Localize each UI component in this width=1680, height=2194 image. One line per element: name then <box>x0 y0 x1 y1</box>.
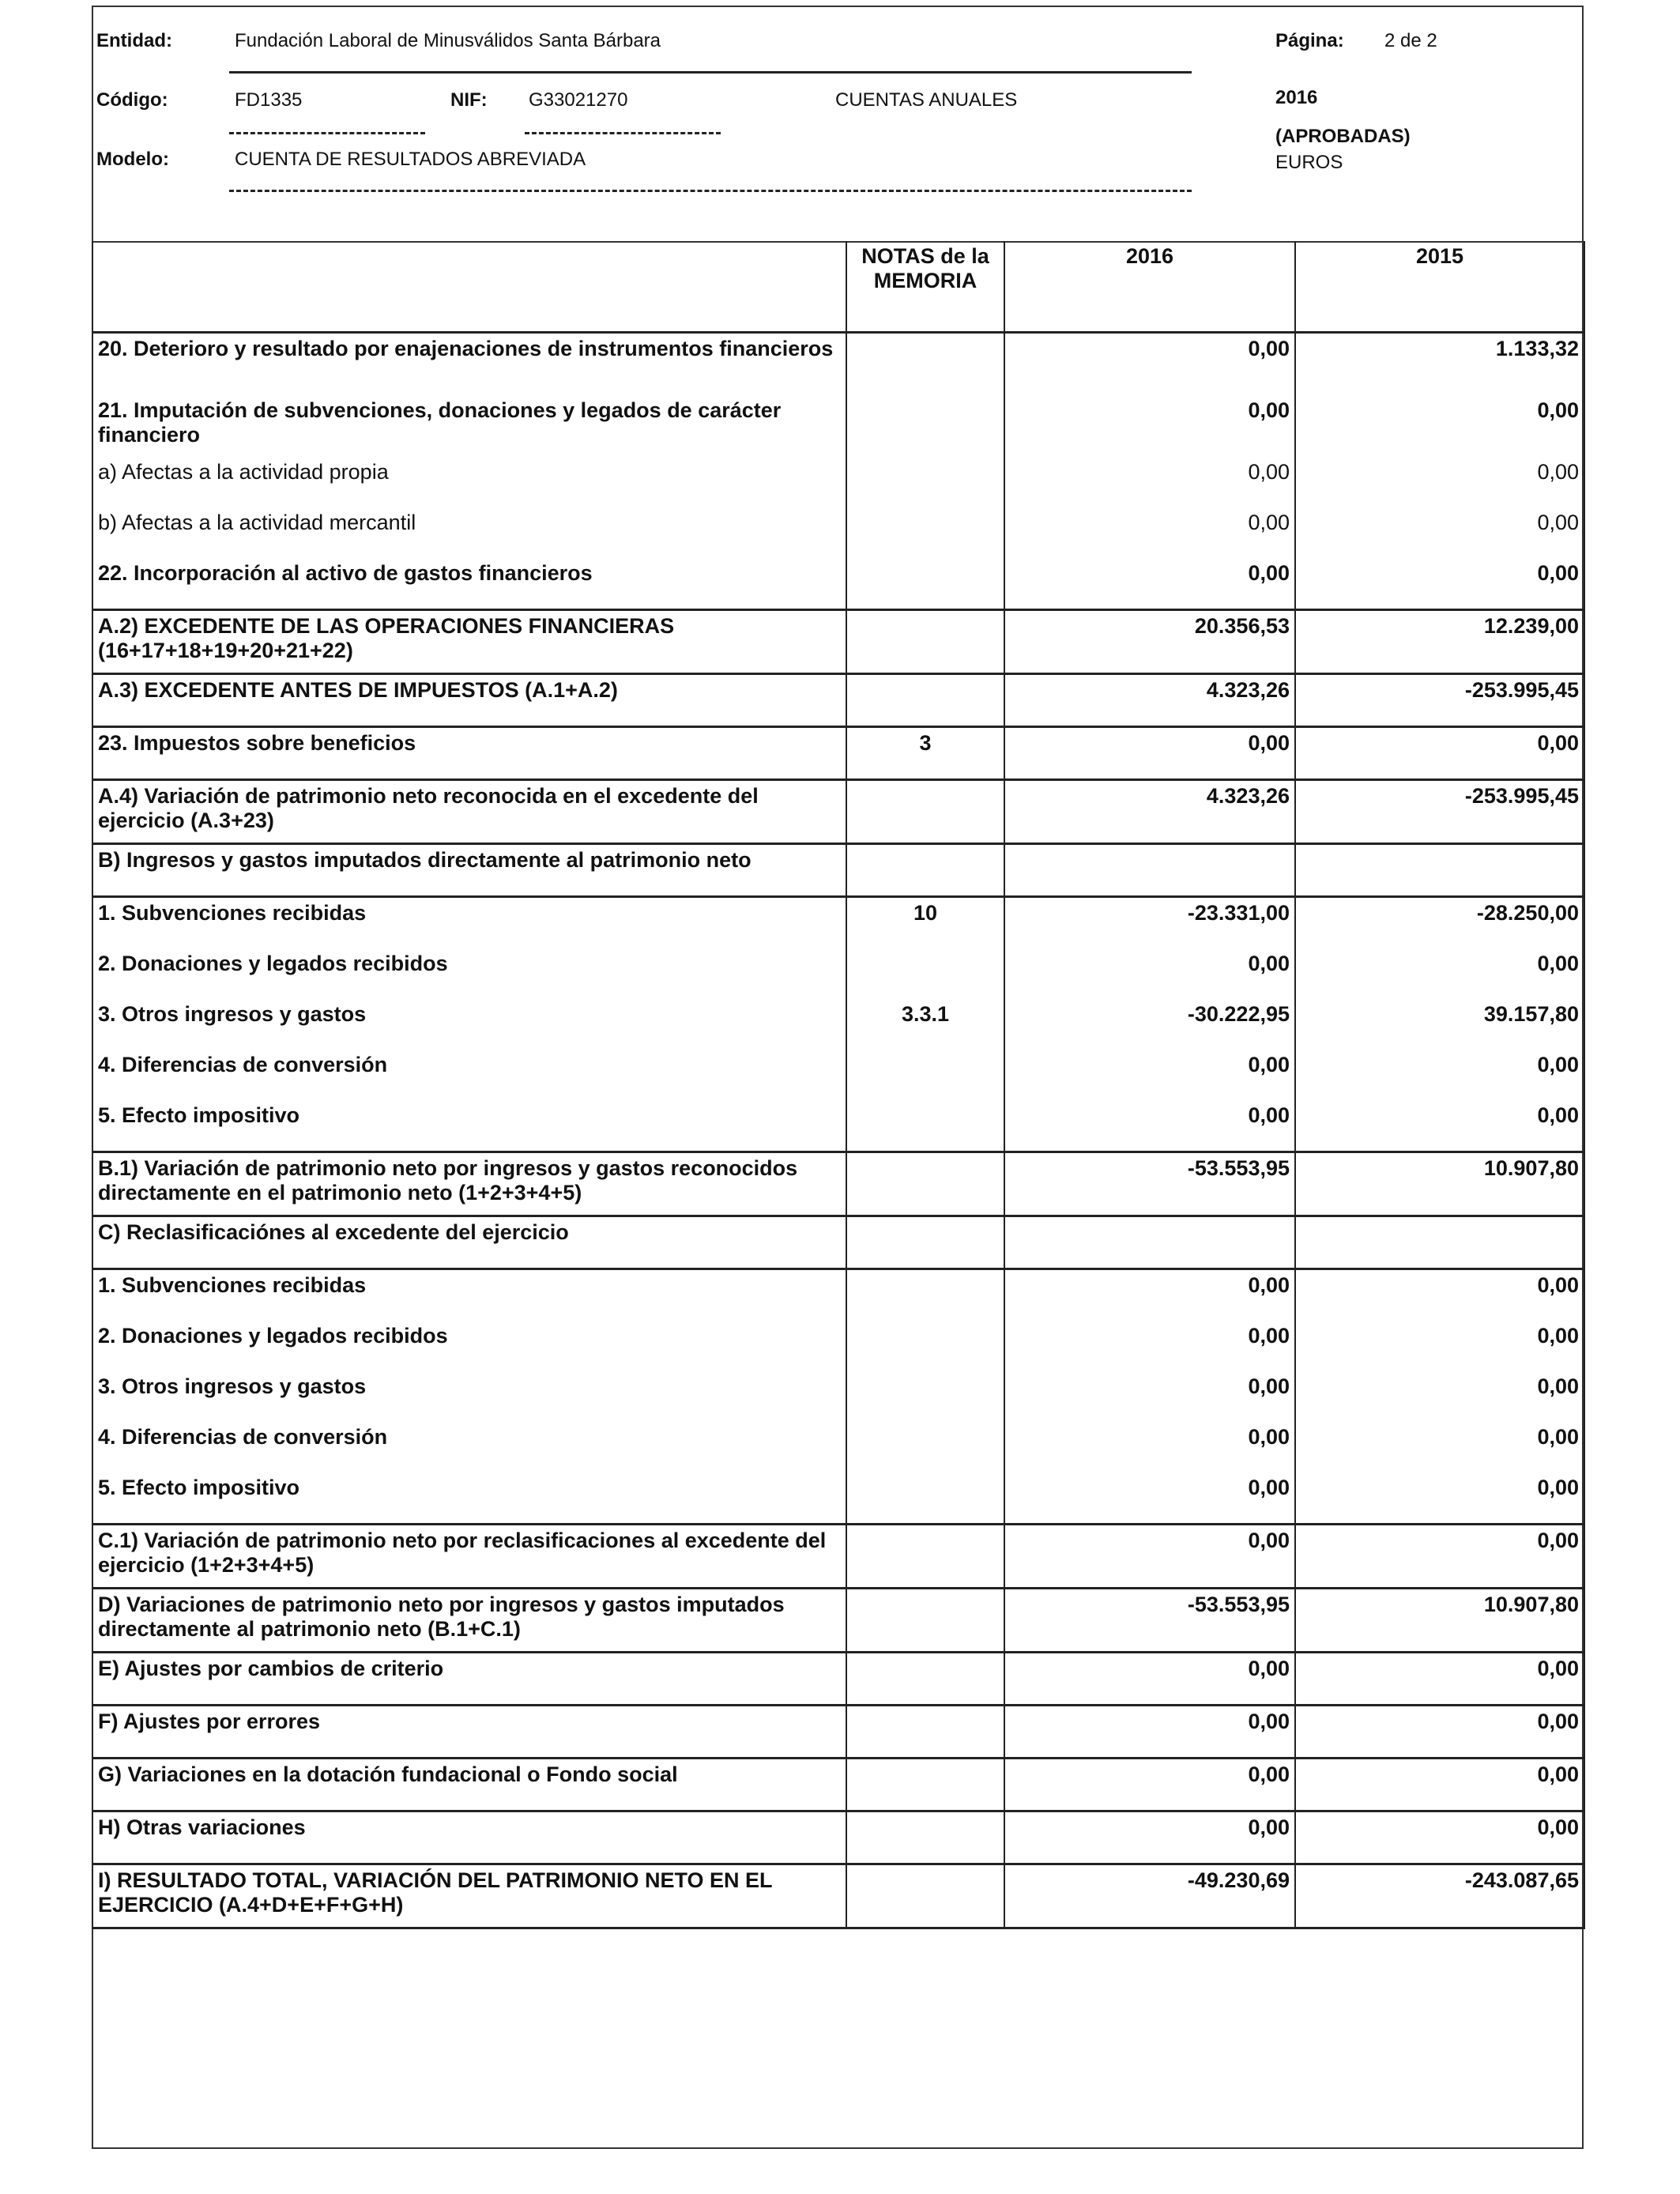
row-note <box>846 1100 1004 1152</box>
row-label: 5. Efecto impositivo <box>92 1100 846 1152</box>
modelo-value: CUENTA DE RESULTADOS ABREVIADA <box>235 149 586 170</box>
row-note <box>846 558 1004 610</box>
row-value-2016: 0,00 <box>1004 1100 1295 1152</box>
row-note <box>846 1653 1004 1706</box>
row-value-2016: 0,00 <box>1004 558 1295 610</box>
nif-value: G33021270 <box>529 89 628 111</box>
entidad-value: Fundación Laboral de Minusválidos Santa Bárbara <box>235 30 661 51</box>
row-label: I) RESULTADO TOTAL, VARIACIÓN DEL PATRIMONIO NETO EN EL EJERCICIO (A.4+D+E+F+G+H) <box>92 1864 846 1928</box>
row-label: B) Ingresos y gastos imputados directamente al patrimonio neto <box>92 844 846 897</box>
table-row <box>92 1472 1584 1525</box>
row-value-2016: 0,00 <box>1004 457 1295 507</box>
row-value-2015: 0,00 <box>1295 1759 1584 1811</box>
row-note: 3 <box>846 727 1004 780</box>
row-note <box>846 610 1004 674</box>
row-label: 2. Donaciones y legados recibidos <box>92 948 846 999</box>
euros-label: EUROS <box>1275 152 1343 173</box>
row-value-2015: 0,00 <box>1295 1269 1584 1321</box>
table-row <box>92 1100 1584 1152</box>
row-value-2016: 4.323,26 <box>1004 780 1295 844</box>
row-value-2016: 0,00 <box>1004 1653 1295 1706</box>
row-value-2016: 20.356,53 <box>1004 610 1295 674</box>
table-row <box>92 674 1584 727</box>
row-label: 1. Subvenciones recibidas <box>92 1269 846 1321</box>
row-value-2016: 0,00 <box>1004 1321 1295 1371</box>
codigo-label: Código: <box>96 89 168 111</box>
row-label: F) Ajustes por errores <box>92 1706 846 1759</box>
row-value-2015: 0,00 <box>1295 1371 1584 1422</box>
table-row <box>92 610 1584 674</box>
row-note <box>846 1321 1004 1371</box>
column-header-notes: NOTAS de la MEMORIA <box>846 241 1004 333</box>
row-note: 3.3.1 <box>846 999 1004 1050</box>
row-label: 20. Deterioro y resultado por enajenaciones de instrumentos financieros <box>92 333 846 396</box>
table-row <box>92 1269 1584 1321</box>
row-value-2016: -53.553,95 <box>1004 1589 1295 1653</box>
table-row <box>92 457 1584 507</box>
row-value-2016: 0,00 <box>1004 1269 1295 1321</box>
row-note <box>846 1589 1004 1653</box>
row-label: B.1) Variación de patrimonio neto por ingresos y gastos reconocidos directamente en el patrimonio neto (1+2+3+4+5) <box>92 1152 846 1216</box>
table-row <box>92 395 1584 457</box>
row-note <box>846 1216 1004 1269</box>
codigo-rule <box>229 132 425 134</box>
row-value-2016 <box>1004 844 1295 897</box>
row-value-2015: 0,00 <box>1295 558 1584 610</box>
row-label: H) Otras variaciones <box>92 1811 846 1864</box>
table-row <box>92 507 1584 558</box>
row-note <box>846 674 1004 727</box>
row-value-2015: 0,00 <box>1295 1653 1584 1706</box>
row-value-2016: 0,00 <box>1004 333 1295 396</box>
column-header-2016: 2016 <box>1004 241 1295 333</box>
nif-rule <box>525 132 721 134</box>
row-note <box>846 844 1004 897</box>
row-note <box>846 395 1004 457</box>
table-row <box>92 1706 1584 1759</box>
row-value-2016: 0,00 <box>1004 507 1295 558</box>
row-note <box>846 1152 1004 1216</box>
row-value-2015: 0,00 <box>1295 727 1584 780</box>
table-row <box>92 1216 1584 1269</box>
row-value-2015: 0,00 <box>1295 1100 1584 1152</box>
row-value-2016: 0,00 <box>1004 1525 1295 1589</box>
modelo-rule <box>229 190 1192 192</box>
table-row <box>92 780 1584 844</box>
row-value-2015: -253.995,45 <box>1295 674 1584 727</box>
row-label: D) Variaciones de patrimonio neto por ingresos y gastos imputados directamente al patrimonio neto (B.1+C.1) <box>92 1589 846 1653</box>
row-value-2016: -53.553,95 <box>1004 1152 1295 1216</box>
row-note <box>846 1269 1004 1321</box>
row-value-2015: 0,00 <box>1295 1811 1584 1864</box>
table-row <box>92 1653 1584 1706</box>
entidad-label: Entidad: <box>96 30 172 51</box>
row-value-2016: 0,00 <box>1004 727 1295 780</box>
table-row <box>92 999 1584 1050</box>
row-label: 22. Incorporación al activo de gastos financieros <box>92 558 846 610</box>
entidad-rule <box>229 71 1192 74</box>
row-value-2015: 1.133,32 <box>1295 333 1584 396</box>
table-row <box>92 1589 1584 1653</box>
row-value-2016: 0,00 <box>1004 1706 1295 1759</box>
row-label: a) Afectas a la actividad propia <box>92 457 846 507</box>
codigo-value: FD1335 <box>235 89 303 111</box>
table-row <box>92 1152 1584 1216</box>
row-value-2016: -30.222,95 <box>1004 999 1295 1050</box>
row-value-2015: 0,00 <box>1295 1050 1584 1100</box>
row-value-2015: 10.907,80 <box>1295 1589 1584 1653</box>
year-label: 2016 <box>1275 87 1318 108</box>
row-value-2015: 0,00 <box>1295 1422 1584 1472</box>
table-row <box>92 558 1584 610</box>
row-value-2015 <box>1295 844 1584 897</box>
row-note <box>846 1371 1004 1422</box>
row-note <box>846 507 1004 558</box>
table-row <box>92 333 1584 396</box>
aprobadas-label: (APROBADAS) <box>1275 126 1411 147</box>
row-label: A.2) EXCEDENTE DE LAS OPERACIONES FINANCIERAS (16+17+18+19+20+21+22) <box>92 610 846 674</box>
row-note <box>846 1525 1004 1589</box>
table-row <box>92 1525 1584 1589</box>
row-value-2016: 0,00 <box>1004 1759 1295 1811</box>
row-note <box>846 333 1004 396</box>
row-note <box>846 1759 1004 1811</box>
row-value-2015: 0,00 <box>1295 1525 1584 1589</box>
pagina-value: 2 de 2 <box>1384 30 1437 51</box>
row-value-2016: 0,00 <box>1004 1811 1295 1864</box>
row-value-2016: -23.331,00 <box>1004 897 1295 949</box>
modelo-label: Modelo: <box>96 149 169 170</box>
row-value-2015: 0,00 <box>1295 395 1584 457</box>
table-row <box>92 844 1584 897</box>
row-value-2015: 0,00 <box>1295 948 1584 999</box>
table-row <box>92 948 1584 999</box>
cuentas-anuales: CUENTAS ANUALES <box>835 89 1018 111</box>
row-value-2015: -243.087,65 <box>1295 1864 1584 1928</box>
row-label: 2. Donaciones y legados recibidos <box>92 1321 846 1371</box>
row-note: 10 <box>846 897 1004 949</box>
row-value-2016: 0,00 <box>1004 1050 1295 1100</box>
row-label: 3. Otros ingresos y gastos <box>92 1371 846 1422</box>
row-label: 23. Impuestos sobre beneficios <box>92 727 846 780</box>
row-value-2015: 0,00 <box>1295 507 1584 558</box>
row-value-2015: -28.250,00 <box>1295 897 1584 949</box>
table-row <box>92 727 1584 780</box>
row-value-2015: 0,00 <box>1295 457 1584 507</box>
row-value-2015: -253.995,45 <box>1295 780 1584 844</box>
row-label: C.1) Variación de patrimonio neto por reclasificaciones al excedente del ejercicio (1+2+3+4+5) <box>92 1525 846 1589</box>
row-note <box>846 1811 1004 1864</box>
row-note <box>846 1050 1004 1100</box>
row-label: A.3) EXCEDENTE ANTES DE IMPUESTOS (A.1+A.2) <box>92 674 846 727</box>
row-note <box>846 457 1004 507</box>
row-value-2016: 0,00 <box>1004 1371 1295 1422</box>
nif-label: NIF: <box>450 89 488 111</box>
column-header-concept <box>92 241 846 333</box>
row-note <box>846 1422 1004 1472</box>
row-value-2015: 39.157,80 <box>1295 999 1584 1050</box>
table-row <box>92 1422 1584 1472</box>
table-row <box>92 1864 1584 1928</box>
row-label: 3. Otros ingresos y gastos <box>92 999 846 1050</box>
column-header-2015: 2015 <box>1295 241 1584 333</box>
row-label: G) Variaciones en la dotación fundacional o Fondo social <box>92 1759 846 1811</box>
row-value-2015: 0,00 <box>1295 1321 1584 1371</box>
table-row <box>92 897 1584 949</box>
row-label: A.4) Variación de patrimonio neto reconocida en el excedente del ejercicio (A.3+23) <box>92 780 846 844</box>
row-value-2016: 0,00 <box>1004 1472 1295 1525</box>
table-row <box>92 1759 1584 1811</box>
row-value-2016: 0,00 <box>1004 395 1295 457</box>
row-value-2015: 0,00 <box>1295 1472 1584 1525</box>
row-note <box>846 1706 1004 1759</box>
row-value-2016: -49.230,69 <box>1004 1864 1295 1928</box>
pagina-label: Página: <box>1275 30 1344 51</box>
row-label: E) Ajustes por cambios de criterio <box>92 1653 846 1706</box>
row-label: b) Afectas a la actividad mercantil <box>92 507 846 558</box>
row-value-2015: 10.907,80 <box>1295 1152 1584 1216</box>
row-value-2016: 0,00 <box>1004 1422 1295 1472</box>
row-value-2016: 4.323,26 <box>1004 674 1295 727</box>
row-value-2016 <box>1004 1216 1295 1269</box>
row-note <box>846 1472 1004 1525</box>
row-label: C) Reclasificaciónes al excedente del ejercicio <box>92 1216 846 1269</box>
table-row <box>92 1811 1584 1864</box>
row-label: 21. Imputación de subvenciones, donaciones y legados de carácter financiero <box>92 395 846 457</box>
row-note <box>846 1864 1004 1928</box>
row-label: 1. Subvenciones recibidas <box>92 897 846 949</box>
table-row <box>92 1371 1584 1422</box>
row-label: 4. Diferencias de conversión <box>92 1422 846 1472</box>
row-value-2016: 0,00 <box>1004 948 1295 999</box>
row-label: 5. Efecto impositivo <box>92 1472 846 1525</box>
row-value-2015: 12.239,00 <box>1295 610 1584 674</box>
table-row <box>92 1321 1584 1371</box>
row-value-2015 <box>1295 1216 1584 1269</box>
table-row <box>92 1050 1584 1100</box>
row-note <box>846 780 1004 844</box>
statement-table <box>92 241 1585 1929</box>
row-value-2015: 0,00 <box>1295 1706 1584 1759</box>
row-label: 4. Diferencias de conversión <box>92 1050 846 1100</box>
row-note <box>846 948 1004 999</box>
